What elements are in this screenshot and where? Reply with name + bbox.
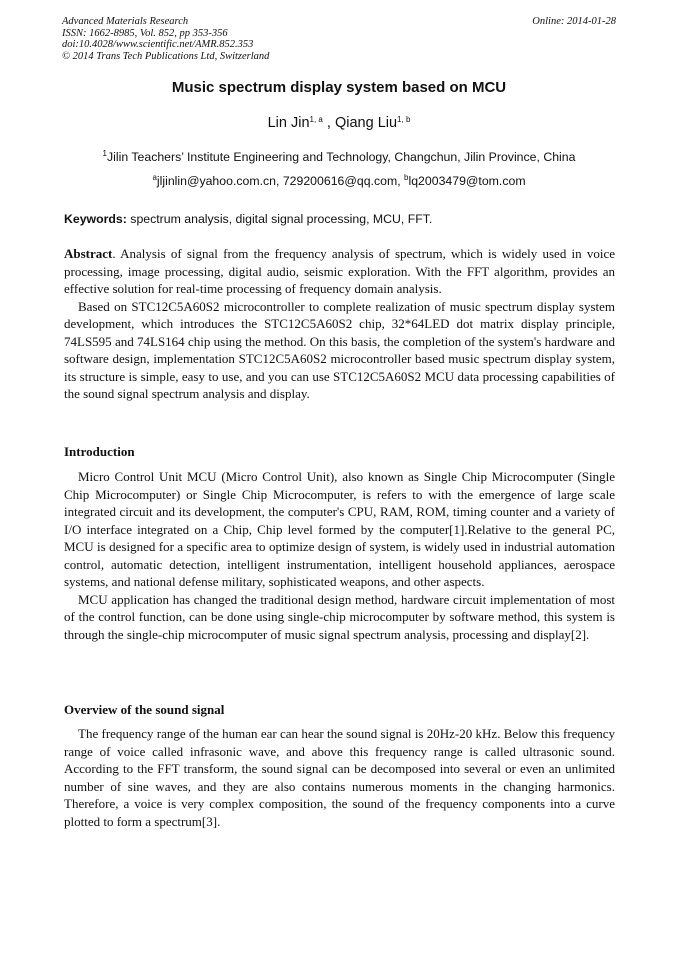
email-marker: a	[152, 173, 157, 182]
doi-line: doi:10.4028/www.scientific.net/AMR.852.353	[62, 39, 254, 50]
journal-header	[62, 16, 616, 62]
keywords-text: spectrum analysis, digital signal processing, MCU, FFT.	[126, 212, 433, 226]
section-heading-introduction: Introduction	[64, 444, 135, 459]
abstract-label: Abstract	[64, 246, 113, 261]
issn-line: ISSN: 1662-8985, Vol. 852, pp 353-356	[62, 27, 228, 39]
journal-name: Advanced Materials Research	[62, 16, 189, 27]
body-paragraph: The frequency range of the human ear can hear the sound signal is 20Hz-20 kHz. Below this frequency range of voice called infrasonic wave, and above this frequency range is called ultrasonic sound. According to the FFT transform, the sound signal can be decomposed into several or even an unlimited number of sine waves, and they are also contains numerous moments in the changing harmonics. Therefore, a voice is very complex composition, the sound of the frequency components into a curve plotted to form a spectrum[3].	[64, 726, 615, 829]
author-list	[0, 115, 678, 131]
online-date: Online: 2014-01-28	[532, 16, 616, 27]
section-heading-overview: Overview of the sound signal	[64, 702, 225, 717]
author-name: Qiang Liu	[334, 115, 398, 131]
affiliation-text: Jilin Teachers’ Institute Engineering and Technology, Changchun, Jilin Province, China	[106, 150, 576, 164]
copyright-line: © 2014 Trans Tech Publications Ltd, Switzerland	[62, 50, 270, 62]
author-name: Lin Jin	[267, 115, 310, 131]
abstract	[64, 245, 615, 403]
abstract-paragraph: Abstract. Analysis of signal from the frequency analysis of spectrum, which is widely used in voice processing, image processing, digital audio, seismic exploration. With the FFT algorithm, provides an effective solution for real-time processing of frequency domain analysis.	[64, 246, 615, 296]
abstract-paragraph: Based on STC12C5A60S2 microcontroller to complete realization of music spectrum display system development, which introduces the STC12C5A60S2 chip, 32*64LED dot matrix display principle, 74LS595 and 74LS164 chip using the method. On this basis, the completion of the system's hardware and software design, implementation STC12C5A60S2 microcontroller based music spectrum display system, its structure is simple, easy to use, and you can use STC12C5A60S2 MCU data processing capabilities of the sound signal spectrum analysis and display.	[64, 298, 615, 401]
email-text: lq2003479@tom.com	[408, 174, 526, 188]
keywords-label: Keywords:	[64, 212, 127, 226]
email-marker: b	[404, 173, 409, 182]
affiliation	[0, 150, 678, 164]
author-separator: ,	[322, 115, 335, 131]
body-paragraph: Micro Control Unit MCU (Micro Control Unit), also known as Single Chip Microcomputer (Single Chip Microcomputer) or Single Chip Microcomputer, is refers to with the emergence of large scale integrated circuit and its development, the computer's CPU, RAM, ROM, timing counter and a variety of I/O interface integrated on a Chip, Chip level formed by the computer[1].Relative to the general PC, MCU is designed for a specific area to optimize design of system, is widely used in industrial automation control, automatic detection, intelligent instrumentation, intelligent household appliances, aerospace systems, and national defense military, sophisticated weapons, and other aspects.	[64, 469, 615, 589]
affiliation-marker: 1	[102, 149, 107, 158]
body-paragraph: MCU application has changed the traditional design method, hardware circuit implementation of most of the control function, can be done using single-chip microcomputer by software method, this system is through the single-chip microcomputer of music signal spectrum analysis, processing and display[2].	[64, 591, 615, 642]
overview-section	[64, 725, 615, 830]
author-affiliation-marker: 1, b	[397, 115, 411, 124]
introduction-section	[64, 468, 615, 643]
author-emails	[0, 174, 678, 188]
paper-title: Music spectrum display system based on MCU	[171, 79, 507, 96]
email-text: jljinlin@yahoo.com.cn, 729200616@qq.com,	[156, 174, 405, 188]
keywords	[64, 212, 616, 226]
author-affiliation-marker: 1, a	[309, 115, 323, 124]
